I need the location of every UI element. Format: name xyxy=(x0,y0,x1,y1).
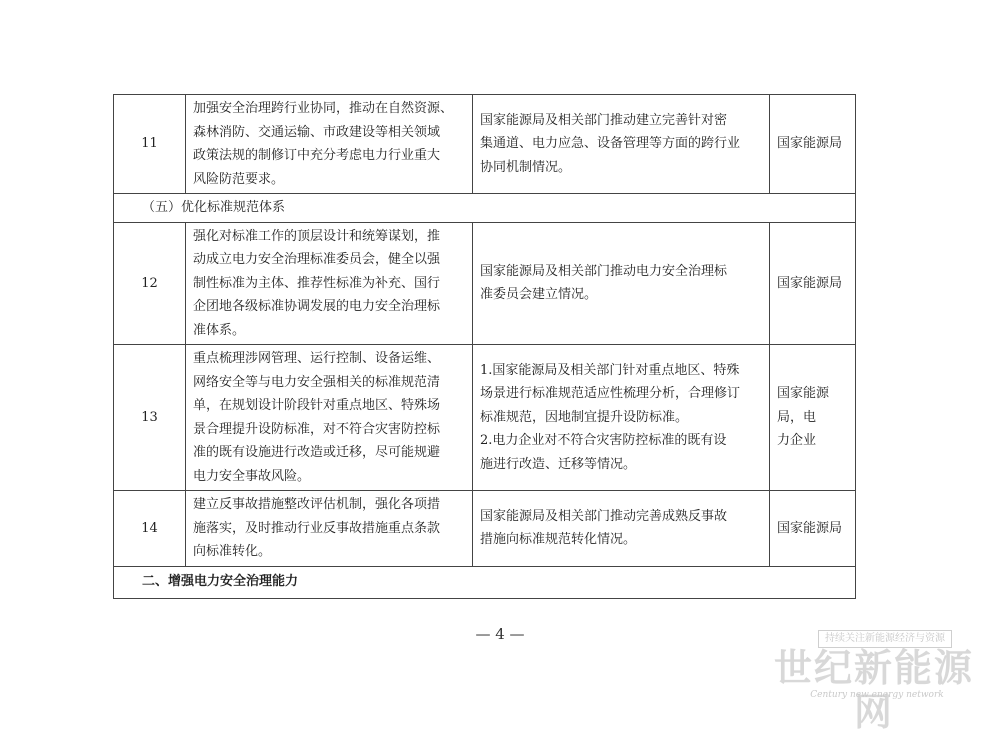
check-cell xyxy=(473,222,770,345)
task-line: 准体系。 xyxy=(193,322,246,338)
task-line: 景合理提升设防标准，对不符合灾害防控标 xyxy=(193,421,441,437)
task-line: 制性标准为主体、推荐性标准为补充、国行 xyxy=(193,275,441,291)
check-cell xyxy=(473,491,770,567)
task-line: 动成立电力安全治理标准委员会，健全以强 xyxy=(193,252,441,267)
table-row-14 xyxy=(114,491,856,567)
task-cell xyxy=(186,491,473,567)
owner-cell xyxy=(770,222,856,345)
owner-cell xyxy=(770,95,856,194)
owner-cell xyxy=(770,491,856,567)
watermark-english: Century new energy network xyxy=(810,690,944,700)
row-number: 11 xyxy=(114,95,186,194)
check-line: 2.电力企业对不符合灾害防控标准的既有设 xyxy=(480,433,727,449)
check-line: 场景进行标准规范适应性梳理分析，合理修订 xyxy=(480,386,741,402)
check-line: 1.国家能源局及相关部门针对重点地区、特殊 xyxy=(480,362,740,378)
task-line: 电力安全事故风险。 xyxy=(193,468,311,484)
table-row-13 xyxy=(114,345,856,491)
owner-line: 国家能源局 xyxy=(777,520,843,536)
task-table xyxy=(113,94,856,599)
check-line: 集通道、电力应急、设备管理等方面的跨行业 xyxy=(480,136,741,152)
task-cell xyxy=(186,222,473,345)
section-heading: （五）优化标准规范体系 xyxy=(114,194,856,223)
table-row-11 xyxy=(114,95,856,194)
task-line: 加强安全治理跨行业协同，推动在自然资源、 xyxy=(193,101,454,116)
task-line: 风险防范要求。 xyxy=(193,171,285,187)
owner-line: 国家能源局 xyxy=(777,275,843,291)
task-line: 准的既有设施进行改造或迁移，尽可能规避 xyxy=(193,445,441,460)
row-number: 12 xyxy=(114,222,186,345)
task-line: 企团地各级标准协调发展的电力安全治理标 xyxy=(193,299,441,314)
check-cell xyxy=(473,345,770,491)
task-cell xyxy=(186,345,473,491)
task-line: 单，在规划设计阶段针对重点地区、特殊场 xyxy=(193,398,441,413)
check-line: 国家能源局及相关部门推动完善成熟反事故 xyxy=(480,508,728,524)
task-line: 重点梳理涉网管理、运行控制、设备运维、 xyxy=(193,351,441,366)
owner-cell xyxy=(770,345,856,491)
task-line: 向标准转化。 xyxy=(193,544,272,559)
task-line: 网络安全等与电力安全强相关的标准规范清 xyxy=(193,374,441,390)
section-heading: 二、增强电力安全治理能力 xyxy=(114,566,856,598)
owner-line: 力企业 xyxy=(777,433,817,449)
task-line: 政策法规的制修订中充分考虑电力行业重大 xyxy=(193,148,441,163)
owner-line: 国家能源局 xyxy=(777,136,843,152)
row-number: 14 xyxy=(114,491,186,567)
check-line: 协同机制情况。 xyxy=(480,159,572,175)
table-row-12 xyxy=(114,222,856,345)
check-line: 国家能源局及相关部门推动电力安全治理标 xyxy=(480,263,728,279)
check-line: 准委员会建立情况。 xyxy=(480,287,598,303)
section-row-two xyxy=(114,566,856,598)
check-line: 国家能源局及相关部门推动建立完善针对密 xyxy=(480,112,728,128)
task-line: 建立反事故措施整改评估机制，强化各项措 xyxy=(193,497,441,512)
page-number: — 4 — xyxy=(475,625,525,643)
task-line: 森林消防、交通运输、市政建设等相关领域 xyxy=(193,124,441,140)
check-line: 施进行改造、迁移等情况。 xyxy=(480,456,637,472)
check-cell xyxy=(473,95,770,194)
task-line: 强化对标准工作的顶层设计和统筹谋划，推 xyxy=(193,228,441,244)
section-row-five xyxy=(114,194,856,223)
row-number: 13 xyxy=(114,345,186,491)
task-line: 施落实，及时推动行业反事故措施重点条款 xyxy=(193,520,441,536)
owner-line: 国家能源局，电 xyxy=(777,386,830,425)
task-cell xyxy=(186,95,473,194)
watermark-slogan: 持续关注新能源经济与资源 xyxy=(818,630,952,648)
check-line: 标准规范，因地制宜提升设防标准。 xyxy=(480,409,689,425)
check-line: 措施向标准规范转化情况。 xyxy=(480,532,637,548)
watermark-logo: 世纪新能源网 xyxy=(773,646,974,734)
